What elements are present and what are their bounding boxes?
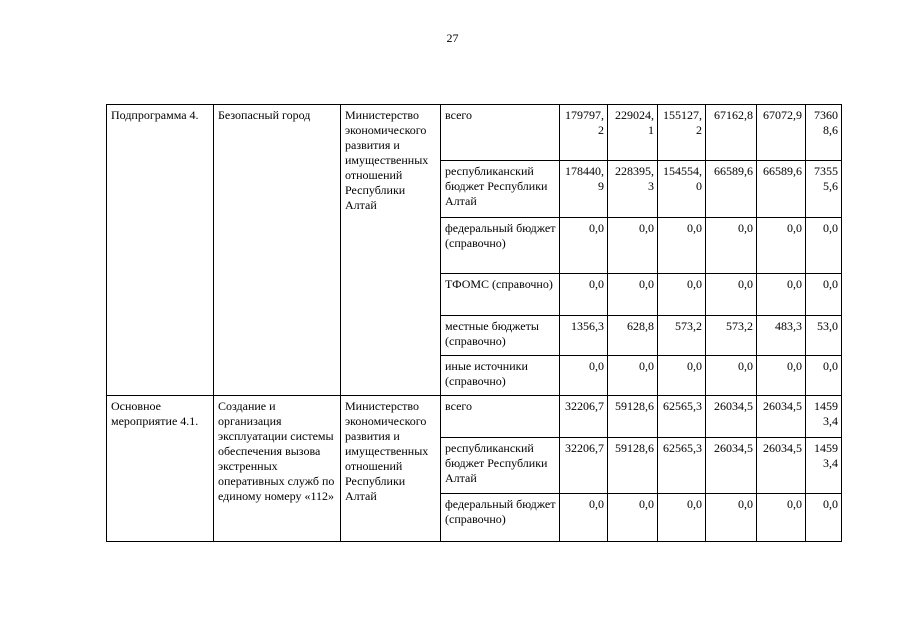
funding-source-cell: федеральный бюджет (справочно)	[441, 218, 560, 274]
value-cell: 59128,6	[608, 438, 658, 494]
executor-cell: Министерство экономического развития и имущественных отношений Республики Алтай	[341, 105, 441, 396]
funding-source-cell: иные источники (справочно)	[441, 356, 560, 396]
value-cell: 7360 8,6	[806, 105, 842, 161]
value-cell: 26034,5	[706, 438, 757, 494]
title-cell: Создание и организация эксплуатации системы обеспечения вызова экстренных оперативных служб по единому номеру «112»	[214, 396, 341, 542]
value-cell: 0,0	[608, 218, 658, 274]
value-cell: 0,0	[560, 356, 608, 396]
table-body	[107, 105, 842, 542]
value-cell: 0,0	[757, 274, 806, 316]
value-cell: 59128,6	[608, 396, 658, 438]
value-cell: 0,0	[757, 218, 806, 274]
value-cell: 0,0	[608, 274, 658, 316]
value-cell: 53,0	[806, 316, 842, 356]
value-cell: 0,0	[757, 494, 806, 542]
funding-source-cell: местные бюджеты (справочно)	[441, 316, 560, 356]
table-row	[107, 105, 842, 161]
value-cell: 7355 5,6	[806, 161, 842, 218]
value-cell: 0,0	[806, 218, 842, 274]
budget-table	[106, 104, 842, 542]
funding-source-cell: всего	[441, 396, 560, 438]
value-cell: 0,0	[658, 218, 706, 274]
value-cell: 32206,7	[560, 396, 608, 438]
funding-source-cell: ТФОМС (справочно)	[441, 274, 560, 316]
funding-source-cell: республиканский бюджет Республики Алтай	[441, 161, 560, 218]
value-cell: 483,3	[757, 316, 806, 356]
value-cell: 0,0	[608, 356, 658, 396]
value-cell: 0,0	[706, 494, 757, 542]
funding-source-cell: республиканский бюджет Республики Алтай	[441, 438, 560, 494]
value-cell: 67072,9	[757, 105, 806, 161]
value-cell: 26034,5	[757, 438, 806, 494]
value-cell: 67162,8	[706, 105, 757, 161]
value-cell: 0,0	[608, 494, 658, 542]
value-cell: 155127, 2	[658, 105, 706, 161]
value-cell: 0,0	[560, 274, 608, 316]
value-cell: 154554, 0	[658, 161, 706, 218]
value-cell: 1459 3,4	[806, 438, 842, 494]
value-cell: 179797, 2	[560, 105, 608, 161]
title-cell: Безопасный город	[214, 105, 341, 396]
value-cell: 26034,5	[757, 396, 806, 438]
value-cell: 1356,3	[560, 316, 608, 356]
value-cell: 0,0	[806, 356, 842, 396]
value-cell: 62565,3	[658, 396, 706, 438]
value-cell: 0,0	[706, 356, 757, 396]
value-cell: 0,0	[560, 494, 608, 542]
value-cell: 0,0	[806, 494, 842, 542]
value-cell: 0,0	[706, 274, 757, 316]
value-cell: 573,2	[658, 316, 706, 356]
value-cell: 573,2	[706, 316, 757, 356]
value-cell: 0,0	[806, 274, 842, 316]
value-cell: 66589,6	[706, 161, 757, 218]
value-cell: 0,0	[658, 356, 706, 396]
table-row	[107, 396, 842, 438]
funding-source-cell: всего	[441, 105, 560, 161]
value-cell: 0,0	[757, 356, 806, 396]
value-cell: 32206,7	[560, 438, 608, 494]
value-cell: 628,8	[608, 316, 658, 356]
value-cell: 0,0	[658, 274, 706, 316]
executor-cell: Министерство экономического развития и имущественных отношений Республики Алтай	[341, 396, 441, 542]
value-cell: 0,0	[560, 218, 608, 274]
program-cell: Подпрограмма 4.	[107, 105, 214, 396]
value-cell: 0,0	[658, 494, 706, 542]
value-cell: 62565,3	[658, 438, 706, 494]
value-cell: 178440, 9	[560, 161, 608, 218]
funding-source-cell: федеральный бюджет (справочно)	[441, 494, 560, 542]
value-cell: 229024, 1	[608, 105, 658, 161]
value-cell: 26034,5	[706, 396, 757, 438]
value-cell: 66589,6	[757, 161, 806, 218]
value-cell: 1459 3,4	[806, 396, 842, 438]
value-cell: 0,0	[706, 218, 757, 274]
value-cell: 228395, 3	[608, 161, 658, 218]
program-cell: Основное мероприятие 4.1.	[107, 396, 214, 542]
page-number: 27	[446, 31, 459, 45]
